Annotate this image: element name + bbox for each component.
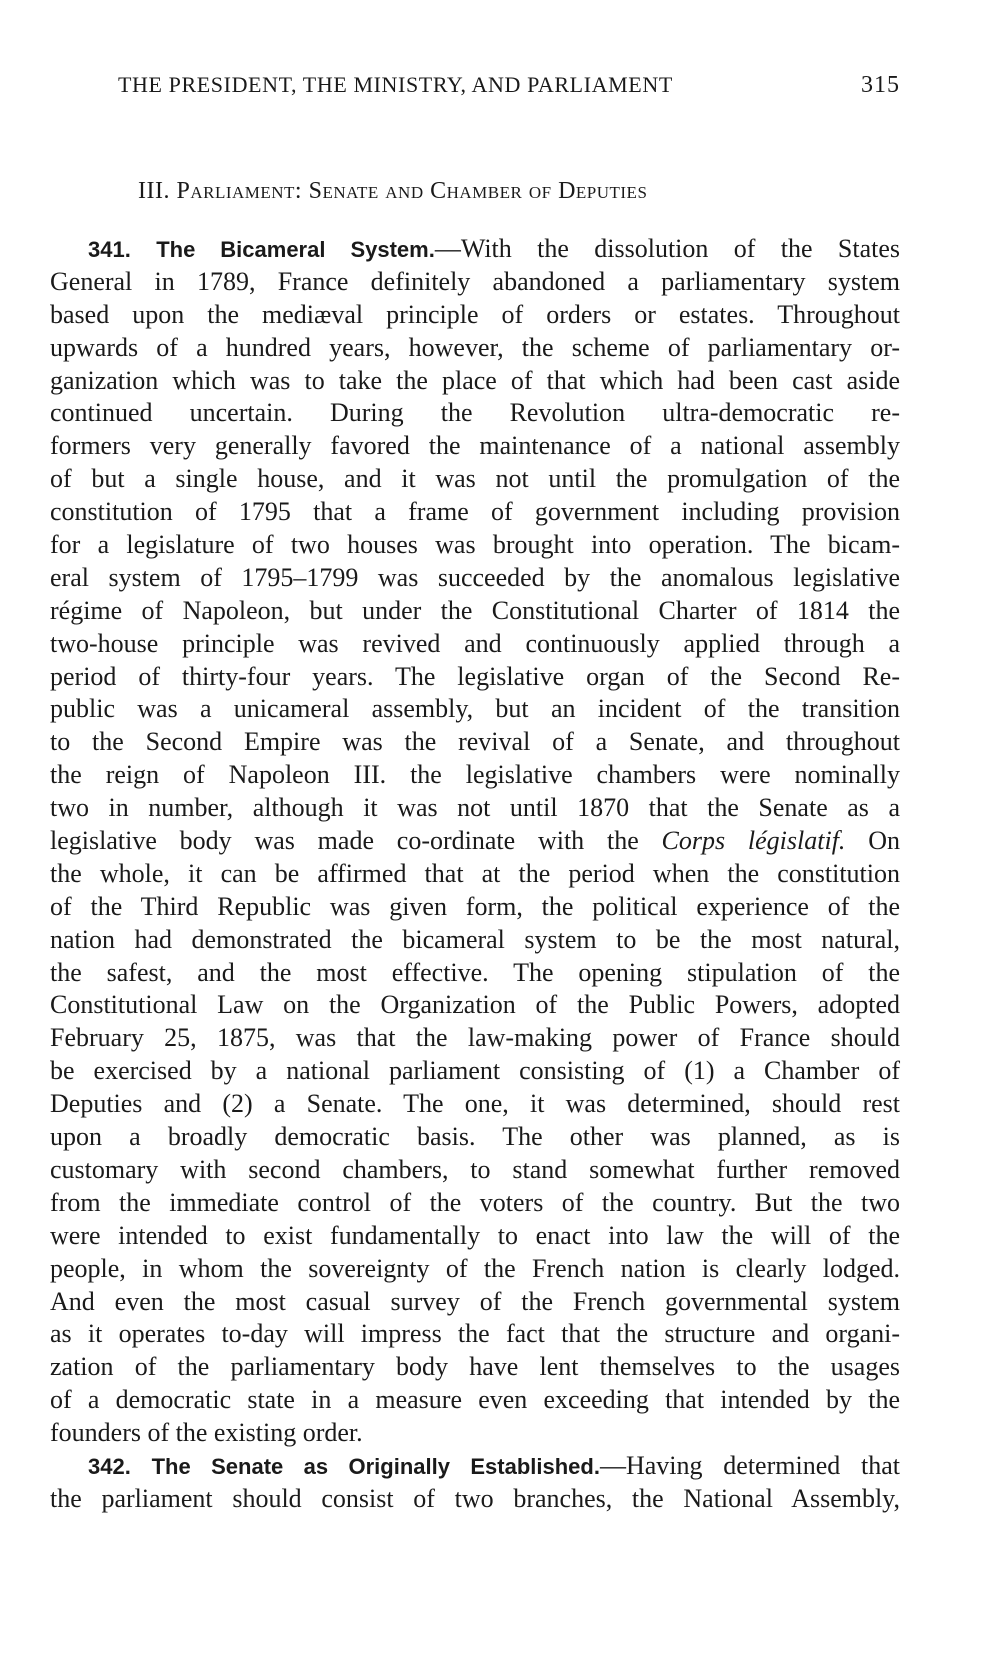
paragraph-line: people, in whom the sovereignty of the French nation is clearly lodged. — [50, 1253, 900, 1283]
paragraph-line: the safest, and the most effective. The opening stipulation of the — [50, 957, 900, 987]
paragraph-line: ganization which was to take the place of that which had been cast aside — [50, 365, 900, 395]
paragraph-341-line — [50, 233, 900, 266]
page-number: 315 — [861, 72, 900, 98]
paragraph-line: customary with second chambers, to stand somewhat further removed — [50, 1154, 900, 1184]
paragraph-number: 342. — [88, 1453, 131, 1479]
paragraph-number: 341. — [88, 237, 131, 262]
paragraph-line: to the Second Empire was the revival of a Senate, and throughout — [50, 727, 900, 757]
paragraph-line: Deputies and (2) a Senate. The one, it was determined, should rest — [50, 1089, 900, 1119]
paragraph-line: from the immediate control of the voters of the country. But the two — [50, 1187, 900, 1217]
paragraph-last-line: founders of the existing order. — [50, 1418, 363, 1448]
paragraph-line: based upon the mediæval principle of orders or estates. Throughout — [50, 299, 900, 329]
paragraph-line: of but a single house, and it was not until the promulgation of the — [50, 464, 900, 494]
paragraph-text: —Having determined that — [599, 1450, 900, 1480]
paragraph-line: régime of Napoleon, but under the Constitutional Charter of 1814 the — [50, 595, 900, 625]
paragraph-line: zation of the parliamentary body have lent themselves to the usages — [50, 1352, 900, 1382]
section-heading: III. Parliament: Senate and Chamber of Deputies — [138, 178, 648, 204]
paragraph-line: were intended to exist fundamentally to enact into law the will of the — [50, 1220, 900, 1250]
paragraph-line: public was a unicameral assembly, but an incident of the transition — [50, 694, 900, 724]
paragraph-line: nation had demonstrated the bicameral system to be the most natural, — [50, 924, 900, 954]
text-segment: On — [845, 826, 900, 856]
paragraph-title: The Bicameral System. — [156, 237, 435, 262]
paragraph-line: formers very generally favored the maintenance of a national assembly — [50, 431, 900, 461]
paragraph-line: the parliament should consist of two branches, the National Assembly, — [50, 1483, 900, 1513]
paragraph-342-line — [50, 1450, 900, 1483]
paragraph-line: of a democratic state in a measure even exceeding that intended by the — [50, 1385, 900, 1415]
paragraph-line: for a legislature of two houses was brought into operation. The bicam- — [50, 530, 900, 560]
paragraph-line: of the Third Republic was given form, the political experience of the — [50, 891, 900, 921]
paragraph-line: General in 1789, France definitely abandoned a parliamentary system — [50, 266, 900, 296]
running-title: THE PRESIDENT, THE MINISTRY, AND PARLIAMENT — [118, 72, 673, 97]
paragraph-line: February 25, 1875, was that the law-making power of France should — [50, 1023, 900, 1053]
paragraph-line: as it operates to-day will impress the fact that the structure and organi- — [50, 1319, 900, 1349]
italic-term: Corps législatif. — [661, 826, 846, 856]
paragraph-text: —With the dissolution of the States — [434, 234, 901, 263]
paragraph-line: constitution of 1795 that a frame of government including provision — [50, 497, 900, 527]
paragraph-line: continued uncertain. During the Revolution ultra-democratic re- — [50, 398, 900, 428]
paragraph-title: The Senate as Originally Established. — [151, 1453, 600, 1479]
text-segment: legislative body was made co-ordinate with the — [50, 826, 662, 856]
paragraph-line: be exercised by a national parliament consisting of (1) a Chamber of — [50, 1056, 900, 1086]
paragraph-line: upon a broadly democratic basis. The other was planned, as is — [50, 1122, 900, 1152]
paragraph-line: the reign of Napoleon III. the legislative chambers were nominally — [50, 760, 900, 790]
paragraph-line: the whole, it can be affirmed that at the period when the constitution — [50, 858, 900, 888]
body-text — [50, 233, 900, 1516]
paragraph-line: period of thirty-four years. The legislative organ of the Second Re- — [50, 661, 900, 691]
running-header — [50, 72, 950, 112]
paragraph-line: Constitutional Law on the Organization of the Public Powers, adopted — [50, 990, 900, 1020]
paragraph-line-corps — [50, 825, 900, 858]
paragraph-line: And even the most casual survey of the French governmental system — [50, 1286, 900, 1316]
paragraph-line: upwards of a hundred years, however, the scheme of parliamentary or- — [50, 332, 900, 362]
paragraph-line: two-house principle was revived and continuously applied through a — [50, 628, 900, 658]
paragraph-line: eral system of 1795–1799 was succeeded by the anomalous legislative — [50, 562, 900, 592]
paragraph-line: two in number, although it was not until 1870 that the Senate as a — [50, 793, 900, 823]
